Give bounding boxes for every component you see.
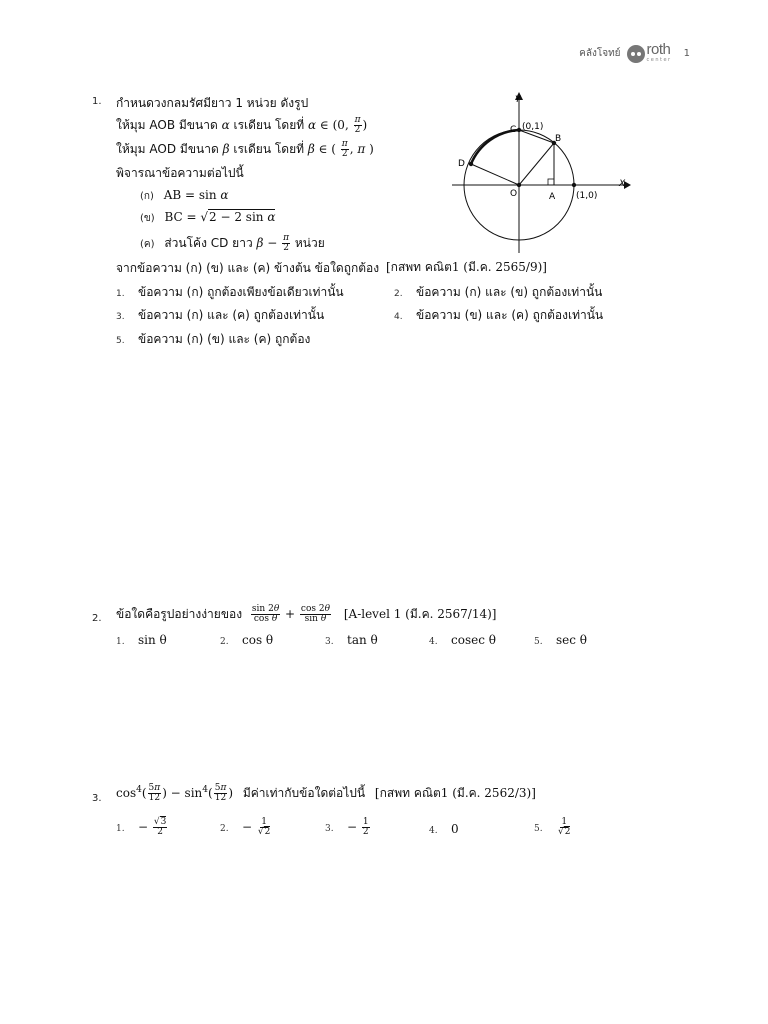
- q3-option-3[interactable]: 3. − $\frac{1}{2}$: [325, 817, 369, 837]
- logo-subtext: center: [646, 57, 672, 63]
- option-text: cos θ: [242, 633, 274, 647]
- option-number: 4.: [394, 312, 403, 322]
- q1-option-4[interactable]: [394, 306, 603, 325]
- logo-icon: [627, 45, 645, 63]
- q1-source: [กสพท คณิต1 (มี.ค. 2565/9)]: [386, 260, 547, 274]
- stmt-c-text: ส่วนโค้ง CD ยาว: [164, 236, 253, 250]
- label-b: B: [555, 134, 562, 144]
- option-text: sin θ: [138, 633, 167, 647]
- label-1-0: (1,0): [576, 191, 598, 201]
- q3-option-4[interactable]: [429, 822, 459, 836]
- label-d: D: [458, 159, 465, 169]
- logo-text: roth: [646, 41, 671, 58]
- q3-option-2[interactable]: 2. − $\frac{1}{√2}$: [220, 817, 271, 837]
- q3-expression: $\cos^4$( $\frac{5\pi}{12}$ ) − $\sin^4$( $\frac{5\pi}{12}$ ): [116, 783, 237, 803]
- q2-option-4[interactable]: [429, 633, 496, 647]
- option-number: 2.: [220, 824, 229, 834]
- q1-option-1[interactable]: [116, 283, 344, 302]
- option-text: ข้อความ (ก) และ (ข) ถูกต้องเท่านั้น: [416, 285, 603, 299]
- q2-stem: ข้อใดคือรูปอย่างง่ายของ $\frac{\sin 2\theta}{\text{cos θ}}$ + $\frac{\cos 2\theta}{\text{sin θ}}$ [A-level 1 (มี.ค. 2567/14)]: [116, 604, 497, 624]
- option-text: cosec θ: [451, 633, 496, 647]
- right-angle-mark: [548, 179, 554, 185]
- q1-line2: ให้มุม AOB มีขนาด α เรเดียน โดยที่ α ∈ (0, $\frac{\pi}{2}$ ): [116, 115, 368, 135]
- roth-center-logo: [627, 41, 672, 63]
- q2-option-2[interactable]: [220, 633, 273, 647]
- q1-line2-text-b: เรเดียน โดยที่: [233, 118, 305, 132]
- q2-source: [A-level 1 (มี.ค. 2567/14)]: [343, 607, 497, 621]
- q1-statement-c: (ค) ส่วนโค้ง CD ยาว β − $\frac{\pi}{2}$ หน่วย: [140, 233, 325, 253]
- q1-number: 1.: [92, 96, 102, 107]
- option-text: ข้อความ (ก) ถูกต้องเพียงข้อเดียวเท่านั้น: [138, 285, 344, 299]
- point-1-0: [572, 183, 576, 187]
- q3-option-1[interactable]: 1. − $\frac{√3}{2}$: [116, 817, 167, 837]
- option-number: 2.: [220, 637, 229, 647]
- option-number: 5.: [116, 336, 125, 346]
- option-text: 0: [451, 822, 459, 836]
- q1-statement-a: (ก) AB = sin α: [140, 188, 229, 202]
- radius-od: [471, 164, 519, 185]
- unit-circle-diagram: [452, 88, 632, 258]
- option-text: ข้อความ (ก) (ข) และ (ค) ถูกต้อง: [138, 332, 311, 346]
- q1-question: จากข้อความ (ก) (ข) และ (ค) ข้างต้น ข้อใดถูกต้อง: [116, 261, 380, 275]
- label-0-1: (0,1): [522, 122, 544, 132]
- label-a: A: [549, 192, 556, 202]
- option-text: ข้อความ (ก) และ (ค) ถูกต้องเท่านั้น: [138, 308, 325, 322]
- point-o: [517, 183, 521, 187]
- option-number: 5.: [534, 637, 543, 647]
- label-y: Y: [515, 95, 521, 105]
- q2-option-3[interactable]: [325, 633, 378, 647]
- option-number: 5.: [534, 824, 543, 834]
- label-x: X: [619, 179, 626, 189]
- label-o: O: [510, 189, 518, 199]
- q1-statement-b: (ข) BC = √2 − 2 sin α: [140, 210, 276, 224]
- stmt-a-label: (ก): [140, 191, 154, 202]
- q2-number: 2.: [92, 613, 102, 624]
- option-number: 1.: [116, 824, 125, 834]
- point-d: [469, 162, 473, 166]
- option-text: ข้อความ (ข) และ (ค) ถูกต้องเท่านั้น: [416, 308, 604, 322]
- q3-stem: [116, 784, 536, 803]
- q1-line1: กำหนดวงกลมรัศมียาว 1 หน่วย ดังรูป: [116, 96, 309, 110]
- brand-thai: คลังโจทย์: [579, 48, 621, 59]
- q3-text: มีค่าเท่ากับข้อใดต่อไปนี้: [242, 786, 366, 800]
- stmt-b-label: (ข): [140, 213, 155, 224]
- label-c: C: [510, 125, 517, 135]
- q3-number: 3.: [92, 793, 102, 804]
- q2-option-5[interactable]: [534, 633, 587, 647]
- option-number: 4.: [429, 826, 438, 836]
- option-text: tan θ: [347, 633, 378, 647]
- option-number: 3.: [325, 637, 334, 647]
- option-number: 3.: [325, 824, 334, 834]
- stmt-c-unit: หน่วย: [294, 236, 325, 250]
- q1-line3-text-b: เรเดียน โดยที่: [233, 142, 305, 156]
- option-text: sec θ: [556, 633, 588, 647]
- q1-line4: พิจารณาข้อความต่อไปนี้: [116, 166, 244, 180]
- option-number: 1.: [116, 289, 125, 299]
- q1-line3-text: ให้มุม AOD มีขนาด: [116, 142, 219, 156]
- q2-text: ข้อใดคือรูปอย่างง่ายของ: [116, 607, 243, 621]
- option-number: 2.: [394, 289, 403, 299]
- point-c: [517, 128, 521, 132]
- page-header: [579, 41, 690, 63]
- q3-source: [กสพท คณิต1 (มี.ค. 2562/3)]: [374, 786, 536, 800]
- page-number: 1: [683, 48, 690, 59]
- q3-option-5[interactable]: 5. $\frac{1}{√2}$: [534, 817, 571, 837]
- q1-option-3[interactable]: [116, 306, 324, 325]
- q1-option-5[interactable]: [116, 330, 310, 349]
- option-number: 3.: [116, 312, 125, 322]
- option-number: 1.: [116, 637, 125, 647]
- q1-line3: ให้มุม AOD มีขนาด β เรเดียน โดยที่ β ∈ ( $\frac{\pi}{2}$ , π ): [116, 139, 374, 159]
- option-number: 4.: [429, 637, 438, 647]
- q1-option-2[interactable]: [394, 283, 602, 302]
- q2-option-1[interactable]: [116, 633, 167, 647]
- stmt-c-label: (ค): [140, 239, 155, 250]
- q1-line2-text: ให้มุม AOB มีขนาด: [116, 118, 218, 132]
